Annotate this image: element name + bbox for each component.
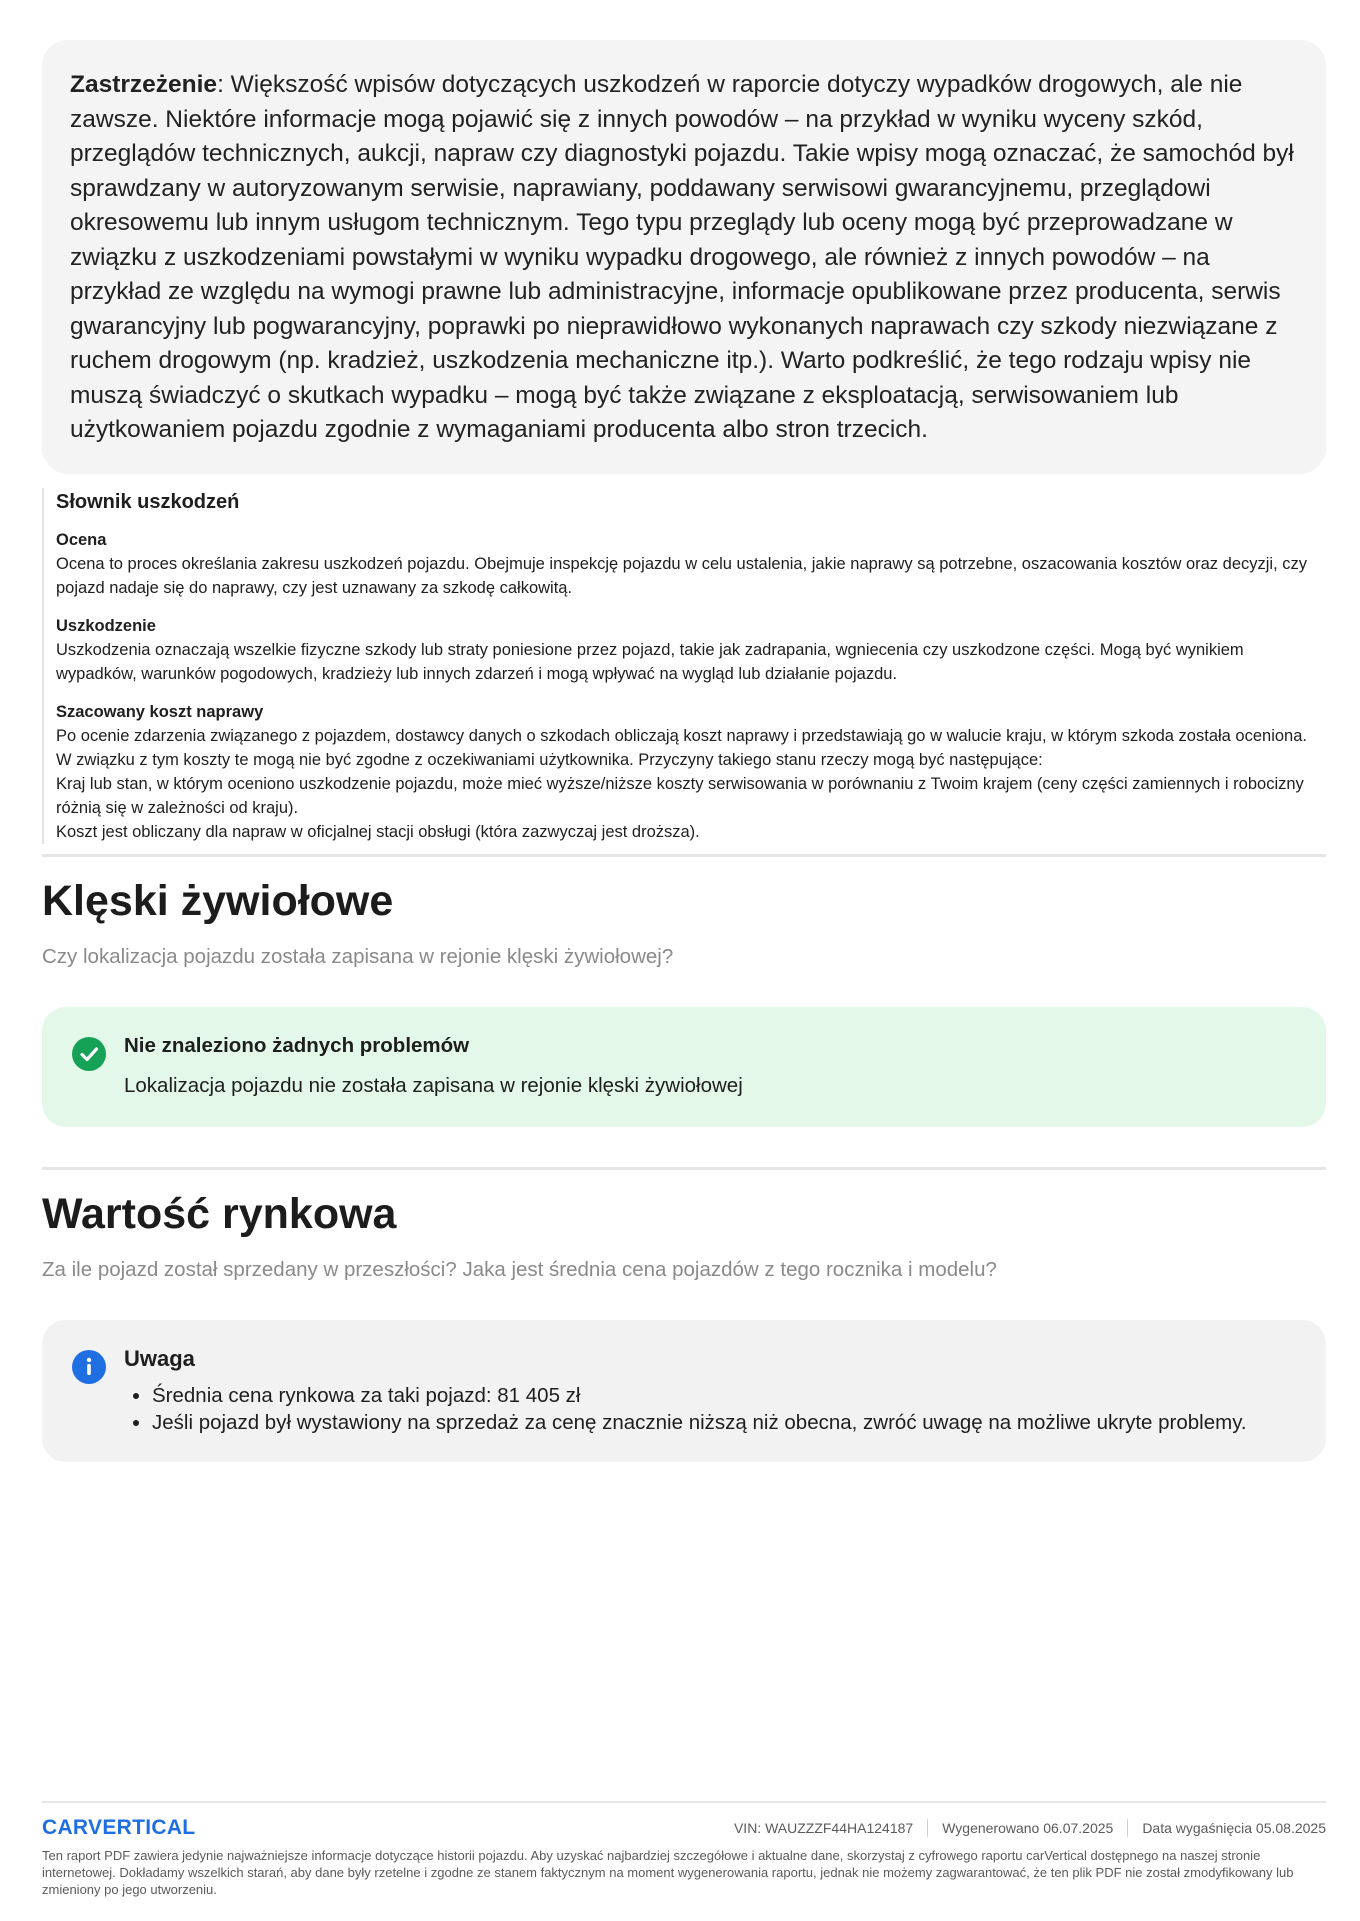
disclaimer-label: Zastrzeżenie — [70, 71, 218, 98]
term-description: Ocena to proces określania zakresu uszkodzeń pojazdu. Obejmuje inspekcję pojazdu w celu ustalenia, jakie naprawy są potrzebne, oszacowania kosztów oraz decyzji, czy pojazd nadaje się do naprawy, czy jest uznawany za szkodę całkowitą. — [56, 554, 1307, 597]
footer-note: Ten raport PDF zawiera jedynie najważniejsze informacje dotyczące historii pojazdu. Aby uzyskać najbardziej szczegółowe i aktualne dane, skorzystaj z cyfrowego raportu carVertical dostępnego na naszej stronie internetowej. Dokładamy wszelkich starań, aby dane były rzetelne i zgodne ze stanem faktycznym na moment wygenerowania raportu, jednak nie możemy zagwarantować, że ten plik PDF nie został zmodyfikowany lub zmieniony po jego utworzeniu. — [42, 1848, 1294, 1897]
report-page — [42, 40, 1326, 1462]
term-description: Po ocenie zdarzenia związanego z pojazdem, dostawcy danych o szkodach obliczają koszt naprawy i przedstawiają go w walucie kraju, w którym szkoda została oceniona. W związku z tym koszty te mogą nie być zgodne z oczekiwaniami użytkownika. Przyczyny takiego stanu rzeczy mogą być następujące: — [56, 726, 1307, 769]
disasters-title: Klęski żywiołowe — [42, 876, 394, 925]
section-divider — [42, 1167, 1326, 1170]
term-description: Uszkodzenia oznaczają wszelkie fizyczne szkody lub straty poniesione przez pojazd, takie jak zadrapania, wgniecenia czy uszkodzone części. Mogą być wynikiem wypadków, warunków pogodowych, kradzieży lub innych zdarzeń i mogą wpływać na wygląd lub działanie pojazdu. — [56, 640, 1244, 683]
report-meta — [734, 1819, 1326, 1837]
meta-separator — [1127, 1819, 1128, 1837]
disclaimer-box — [42, 40, 1326, 474]
info-icon — [72, 1350, 106, 1384]
term-description: Koszt jest obliczany dla napraw w oficjalnej stacji obsługi (która zazwyczaj jest droższa). — [56, 822, 700, 841]
vin-label: VIN: WAUZZZF44HA124187 — [733, 1820, 914, 1836]
glossary-term — [56, 700, 1326, 844]
expiry-date: Data wygaśnięcia 05.08.2025 — [1142, 1820, 1326, 1836]
term-name: Uszkodzenie — [56, 616, 156, 635]
market-title: Wartość rynkowa — [42, 1189, 397, 1238]
meta-separator — [927, 1819, 928, 1837]
footer-row — [42, 1815, 1326, 1841]
term-name: Ocena — [56, 530, 107, 549]
glossary-title: Słownik uszkodzeń — [56, 490, 240, 513]
market-subtitle: Za ile pojazd został sprzedany w przeszłości? Jaka jest średnia cena pojazdów z tego rocznika i modelu? — [42, 1257, 997, 1281]
term-description: Kraj lub stan, w którym oceniono uszkodzenie pojazdu, może mieć wyższe/niższe koszty serwisowania w porównaniu z Twoim krajem (ceny części zamiennych i robocizny różnią się w zależności od kraju). — [56, 774, 1304, 817]
note-list — [124, 1382, 1298, 1436]
disasters-result-card — [42, 1007, 1326, 1127]
market-note-card — [42, 1320, 1326, 1462]
check-circle-icon — [72, 1037, 106, 1071]
note-title: Uwaga — [124, 1345, 195, 1371]
glossary-term — [56, 528, 1326, 600]
result-title: Nie znaleziono żadnych problemów — [124, 1033, 470, 1057]
page-footer — [42, 1801, 1326, 1898]
disasters-subtitle: Czy lokalizacja pojazdu została zapisana w rejonie klęski żywiołowej? — [42, 944, 674, 968]
term-name: Szacowany koszt naprawy — [56, 702, 264, 721]
section-divider — [42, 854, 1326, 857]
disclaimer-text: : Większość wpisów dotyczących uszkodzeń w raporcie dotyczy wypadków drogowych, ale nie zawsze. Niektóre informacje mogą pojawić się z innych powodów – na przykład w wyniku wyceny szkód, przeglądów technicznych, aukcji, napraw czy diagnostyki pojazdu. Takie wpisy mogą oznaczać, że samochód był sprawdzany w autoryzowanym serwisie, naprawiany, poddawany serwisowi gwarancyjnemu, przeglądowi okresowemu lub innym usługom technicznym. Tego typu przeglądy lub oceny mogą być przeprowadzane w związku z uszkodzeniami powstałymi w wyniku wypadku drogowego, ale również z innych powodów – na przykład ze względu na wymogi prawne lub administracyjne, informacje opublikowane przez producenta, serwis gwarancyjny lub pogwarancyjny, poprawki po nieprawidłowo wykonanych naprawach czy szkody niezwiązane z ruchem drogowym (np. kradzież, uszkodzenia mechaniczne itp.). Warto podkreślić, że tego rodzaju wpisy nie muszą świadczyć o skutkach wypadku – mogą być także związane z eksploatacją, serwisowaniem lub użytkowaniem pojazdu zgodnie z wymaganiami producenta albo stron trzecich. — [70, 71, 1294, 443]
generated-date: Wygenerowano 06.07.2025 — [942, 1820, 1114, 1836]
damage-glossary — [42, 488, 1326, 844]
result-text: Lokalizacja pojazdu nie została zapisana w rejonie klęski żywiołowej — [124, 1073, 743, 1097]
carvertical-logo: CARVERTICAL — [42, 1816, 196, 1839]
list-item: • Jeśli pojazd był wystawiony na sprzedaż za cenę znacznie niższą niż obecna, zwróć uwagę na możliwe ukryte problemy. — [152, 1409, 1298, 1436]
glossary-term — [56, 614, 1326, 686]
list-item: • Średnia cena rynkowa za taki pojazd: 81 405 zł — [152, 1382, 1298, 1409]
